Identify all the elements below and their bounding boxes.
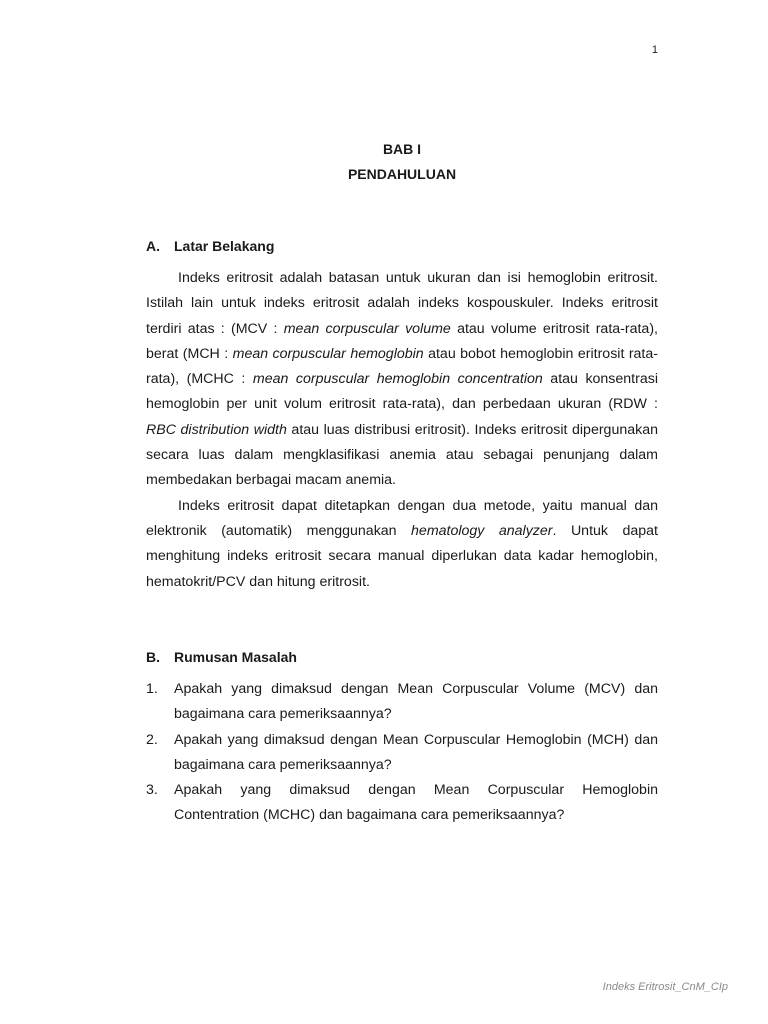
- page-footer: Indeks Eritrosit_CnM_CIp: [602, 981, 728, 993]
- section-letter: B.: [146, 649, 160, 665]
- italic-term: mean corpuscular volume: [283, 320, 451, 337]
- list-text: Apakah yang dimaksud dengan Mean Corpuscular Hemoglobin Contentration (MCHC) dan bagaimana cara pemeriksaannya?: [174, 782, 658, 824]
- italic-term: mean corpuscular hemoglobin concentration: [252, 371, 543, 388]
- list-number: 3.: [146, 782, 158, 799]
- chapter-heading: [0, 137, 768, 187]
- section-heading-rumusan-masalah: [146, 647, 297, 667]
- section-letter: A.: [146, 238, 160, 254]
- text-run: Indeks eritrosit dapat ditetapkan dengan dua metode, yaitu manual dan elektronik (automatik) menggunakan: [146, 497, 658, 539]
- text-run: . Untuk dapat menghitung indeks eritrosit secara manual diperlukan data kadar hemoglobin, hematokrit/PCV dan hitung eritrosit.: [146, 522, 658, 590]
- section-title: Rumusan Masalah: [174, 649, 297, 665]
- text-run: Indeks eritrosit adalah batasan untuk ukuran dan isi hemoglobin eritrosit. Istilah lain untuk indeks eritrosit adalah indeks kospouskuler. Indeks eritrosit terdiri atas : (MCV :: [146, 270, 658, 337]
- text-run: atau konsentrasi hemoglobin per unit volum eritrosit rata-rata), dan perbedaan ukuran (RDW :: [146, 371, 658, 413]
- italic-term: RBC distribution width: [146, 421, 287, 438]
- list-item: [146, 728, 658, 779]
- italic-term: hematology analyzer: [411, 522, 553, 539]
- list-text: Apakah yang dimaksud dengan Mean Corpuscular Hemoglobin (MCH) dan bagaimana cara pemeriksaannya?: [174, 731, 658, 773]
- paragraph: [146, 494, 658, 595]
- chapter-number: BAB I: [382, 141, 422, 157]
- latar-belakang-body: [146, 266, 658, 595]
- list-item: [146, 677, 658, 728]
- text-run: atau volume eritrosit rata-rata), berat (MCH :: [146, 320, 658, 362]
- text-run: atau bobot hemoglobin eritrosit rata-rata), (MCHC :: [146, 345, 658, 388]
- italic-term: mean corpuscular hemoglobin: [232, 345, 424, 362]
- list-number: 1.: [146, 681, 158, 697]
- chapter-title: PENDAHULUAN: [347, 166, 457, 182]
- list-item: [146, 778, 658, 829]
- section-heading-latar-belakang: [146, 236, 274, 256]
- question-list: [146, 677, 658, 829]
- list-number: 2.: [146, 731, 158, 748]
- list-text: Apakah yang dimaksud dengan Mean Corpuscular Volume (MCV) dan bagaimana cara pemeriksaannya?: [174, 681, 658, 723]
- paragraph: [146, 266, 658, 494]
- text-run: atau luas distribusi eritrosit). Indeks eritrosit dipergunakan secara luas dalam mengklasifikasi anemia atau sebagai penunjang dalam membedakan berbagai macam anemia.: [146, 421, 658, 489]
- section-title: Latar Belakang: [174, 238, 275, 254]
- page-number: 1: [651, 44, 658, 56]
